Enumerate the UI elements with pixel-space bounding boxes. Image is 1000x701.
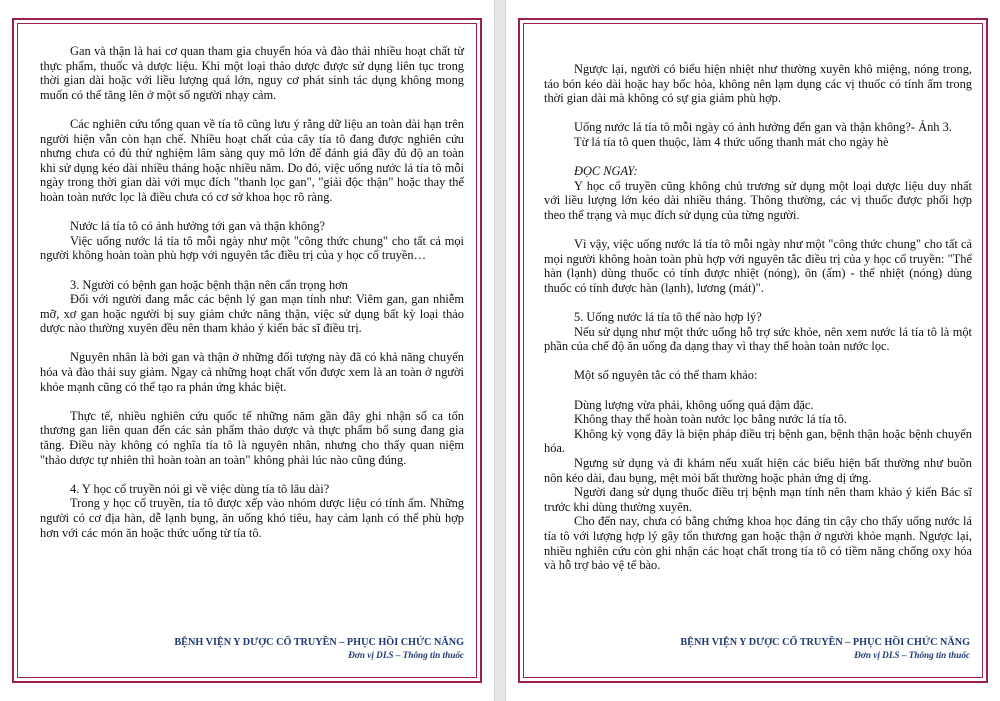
document-page-left [0, 0, 494, 701]
footer-hospital-name: BỆNH VIỆN Y DƯỢC CỔ TRUYỀN – PHỤC HỒI CHỨC NĂNG [174, 637, 464, 648]
list-item: Dùng lượng vừa phải, không uống quá đậm đặc. [574, 397, 814, 412]
paragraph: Y học cổ truyền cũng không chủ trương sử dụng một loại dược liệu duy nhất với liều lượng lớn kéo dài nhiều tháng. Thông thường, các vị thuốc được phối hợp theo thể trạng và mục đích sử dụng của từng người. [544, 178, 972, 222]
paragraph: Việc uống nước lá tía tô mỗi ngày như một "công thức chung" cho tất cả mọi người không hoàn toàn phù hợp với nguyên tắc điều trị của y học cổ truyền… [40, 233, 464, 263]
section-question: Nước lá tía tô có ảnh hưởng tới gan và thận không? [70, 219, 326, 234]
list-item: Ngưng sử dụng và đi khám nếu xuất hiện các biểu hiện bất thường như buồn nôn kéo dài, đau bụng, mệt mỏi bất thường hoặc phản ứng dị ứng. [544, 456, 972, 485]
page-body [40, 44, 464, 540]
list-item: Người đang sử dụng thuốc điều trị bệnh mạn tính nên tham khảo ý kiến Bác sĩ trước khi dùng thường xuyên. [544, 485, 972, 514]
list-item: Không kỳ vọng đây là biện pháp điều trị bệnh gan, bệnh thận hoặc bệnh chuyển hóa. [544, 426, 972, 456]
list-item: Không thay thế hoàn toàn nước lọc bằng nước lá tía tô. [574, 412, 847, 427]
paragraph: Nếu sử dụng như một thức uống hỗ trợ sức khỏe, nên xem nước lá tía tô là một phần của chế độ ăn uống đa dạng thay vì thay thế hoàn toàn nước lọc. [544, 324, 972, 354]
page-gutter [494, 0, 506, 701]
paragraph: Vì vậy, việc uống nước lá tía tô mỗi ngày như một "công thức chung" cho tất cả mọi người không hoàn toàn phù hợp với nguyên tắc điều trị của y học cổ truyền: "Thể hàn (lạnh) dùng thuốc có tính được nhiệt (nóng), ôn (ấm) - thể nhiệt (nóng) dùng thuốc có tính được hàn (lạnh), lương (mát)". [544, 237, 972, 295]
paragraph: Thực tế, nhiều nghiên cứu quốc tế những năm gần đây ghi nhận số ca tổn thương gan liên quan đến các sản phẩm thảo dược và thực phẩm bổ sung đang gia tăng. Điều này không có nghĩa tía tô là nguyên nhân, nhưng cho thấy quan niệm "thảo dược tự nhiên thì hoàn toàn an toàn" không phải lúc nào cũng đúng. [40, 408, 464, 467]
paragraph: Cho đến nay, chưa có bằng chứng khoa học đáng tin cậy cho thấy uống nước lá tía tô với lượng hợp lý gây tổn thương gan hoặc thận ở người khỏe mạnh. Ngược lại, nhiều nghiên cứu còn ghi nhận các hoạt chất trong tía tô có tiềm năng chống oxy hóa và hỗ trợ bảo vệ tế bào. [544, 514, 972, 573]
footer-hospital-name: BỆNH VIỆN Y DƯỢC CỔ TRUYỀN – PHỤC HỒI CHỨC NĂNG [680, 637, 970, 648]
section-heading: 5. Uống nước lá tía tô thế nào hợp lý? [574, 310, 762, 325]
footer-unit: Đơn vị DLS – Thông tin thuốc [348, 650, 464, 660]
paragraph: Đối với người đang mắc các bệnh lý gan mạn tính như: Viêm gan, gan nhiễm mỡ, xơ gan hoặc người bị suy giảm chức năng thận, việc sử dụng bất kỳ loại thảo dược nào thường xuyên đều nên tham khảo ý kiến bác sĩ điều trị. [40, 292, 464, 336]
read-now-text: ĐỌC NGAY: [574, 164, 638, 179]
paragraph: Các nghiên cứu tổng quan về tía tô cũng lưu ý rằng dữ liệu an toàn dài hạn trên người hiện vẫn còn hạn chế. Nhiều hoạt chất của cây tía tô đang được nghiên cứu nhưng chưa có đủ thử nghiệm lâm sàng quy mô lớn để đánh giá đầy đủ độ an toàn khi sử dụng kéo dài nhiều tháng hoặc nhiều năm. Do đó, việc uống nước lá tía tô mỗi ngày trong thời gian dài với mục đích "thanh lọc gan", "giải độc thận" hoặc thay thế hoàn toàn nước lọc là điều chưa có cơ sở khoa học rõ ràng. [40, 116, 464, 204]
footer-unit: Đơn vị DLS – Thông tin thuốc [854, 650, 970, 660]
paragraph: Trong y học cổ truyền, tía tô được xếp vào nhóm dược liệu có tính ấm. Những người có cơ địa hàn, dễ lạnh bụng, ăn uống khó tiêu, hay cảm lạnh có thể phù hợp hơn với các món ăn hoặc thức uống từ tía tô. [40, 496, 464, 540]
page-footer [104, 637, 464, 661]
paragraph: Ngược lại, người có biểu hiện nhiệt như thường xuyên khô miệng, nóng trong, táo bón kéo dài hoặc hay bốc hỏa, không nên lạm dụng các vị thuốc có tính ấm trong thời gian dài mà không có sự gia giảm phù hợp. [544, 62, 972, 106]
related-article-link[interactable]: Từ lá tía tô quen thuộc, làm 4 thức uống thanh mát cho ngày hè [574, 134, 889, 149]
read-now-label [544, 164, 972, 179]
page-body [544, 62, 972, 573]
section-heading: 4. Y học cổ truyền nói gì về việc dùng tía tô lâu dài? [70, 481, 330, 496]
document-page-right [506, 0, 1000, 701]
section-heading: 3. Người có bệnh gan hoặc bệnh thận nên cẩn trọng hơn [70, 277, 348, 292]
paragraph: Gan và thận là hai cơ quan tham gia chuyển hóa và đào thải nhiều hoạt chất từ thực phẩm, thuốc và dược liệu. Khi một loại thảo dược được sử dụng liên tục trong thời gian dài hoặc với liều lượng quá lớn, nguy cơ phát sinh tác dụng không mong muốn có thể tăng lên ở một số người nhạy cảm. [40, 44, 464, 102]
paragraph: Một số nguyên tắc có thể tham khảo: [574, 368, 758, 383]
paragraph: Nguyên nhân là bởi gan và thận ở những đối tượng này đã có khả năng chuyển hóa và đào thải suy giảm. Ngay cả những hoạt chất vốn được xem là an toàn ở người khỏe mạnh cũng có thể tạo ra phản ứng khác biệt. [40, 350, 464, 394]
page-footer [610, 637, 970, 661]
image-caption-link[interactable]: Uống nước lá tía tô mỗi ngày có ảnh hưởng đến gan và thận không?- Ảnh 3. [574, 120, 952, 135]
